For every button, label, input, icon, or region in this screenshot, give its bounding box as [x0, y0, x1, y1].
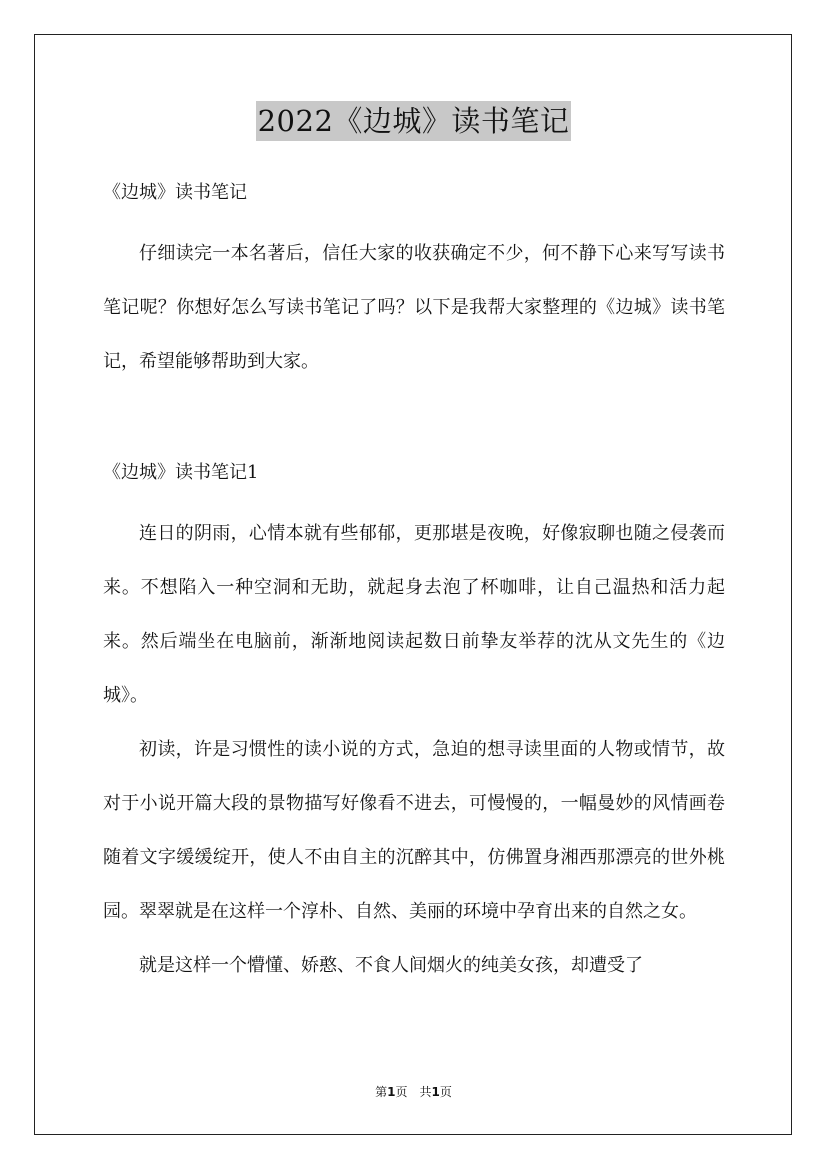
section1-paragraph-2: 初读，许是习惯性的读小说的方式，急迫的想寻读里面的人物或情节，故对于小说开篇大段的景物描写好像看不进去，可慢慢的，一幅曼妙的风情画卷随着文字缓缓绽开，使人不由自主的沉醉其中，仿佛置身湘西那漂亮的世外桃园。翠翠就是在这样一个淳朴、自然、美丽的环境中孕育出来的自然之女。 — [103, 739, 725, 922]
page-footer — [0, 1083, 827, 1100]
section1-paragraph-3: 就是这样一个懵懂、娇憨、不食人间烟火的纯美女孩，却遭受了 — [139, 955, 643, 976]
section1-heading: 《边城》读书笔记1 — [103, 462, 259, 483]
document-title-wrap — [0, 101, 827, 141]
footer-page-current: 1 — [387, 1085, 396, 1099]
section1-paragraph-1: 连日的阴雨，心情本就有些郁郁，更那堪是夜晚，好像寂聊也随之侵袭而来。不想陷入一种空洞和无助，就起身去泡了杯咖啡，让自己温热和活力起来。然后端坐在电脑前，渐渐地阅读起数日前挚友举荐的沈从文先生的《边城》。 — [103, 523, 725, 706]
intro-heading: 《边城》读书笔记 — [103, 182, 247, 203]
document-body — [103, 175, 725, 993]
footer-page-total: 1 — [431, 1085, 440, 1099]
intro-paragraph: 仔细读完一本名著后，信任大家的收获确定不少，何不静下心来写写读书笔记呢？你想好怎么写读书笔记了吗？以下是我帮大家整理的《边城》读书笔记，希望能够帮助到大家。 — [103, 243, 725, 372]
footer-page-prefix: 第 — [375, 1085, 388, 1099]
footer-page-suffix: 页 — [439, 1085, 452, 1099]
footer-page-mid: 页 共 — [395, 1085, 432, 1099]
document-title: 2022《边城》读书笔记 — [256, 101, 572, 141]
